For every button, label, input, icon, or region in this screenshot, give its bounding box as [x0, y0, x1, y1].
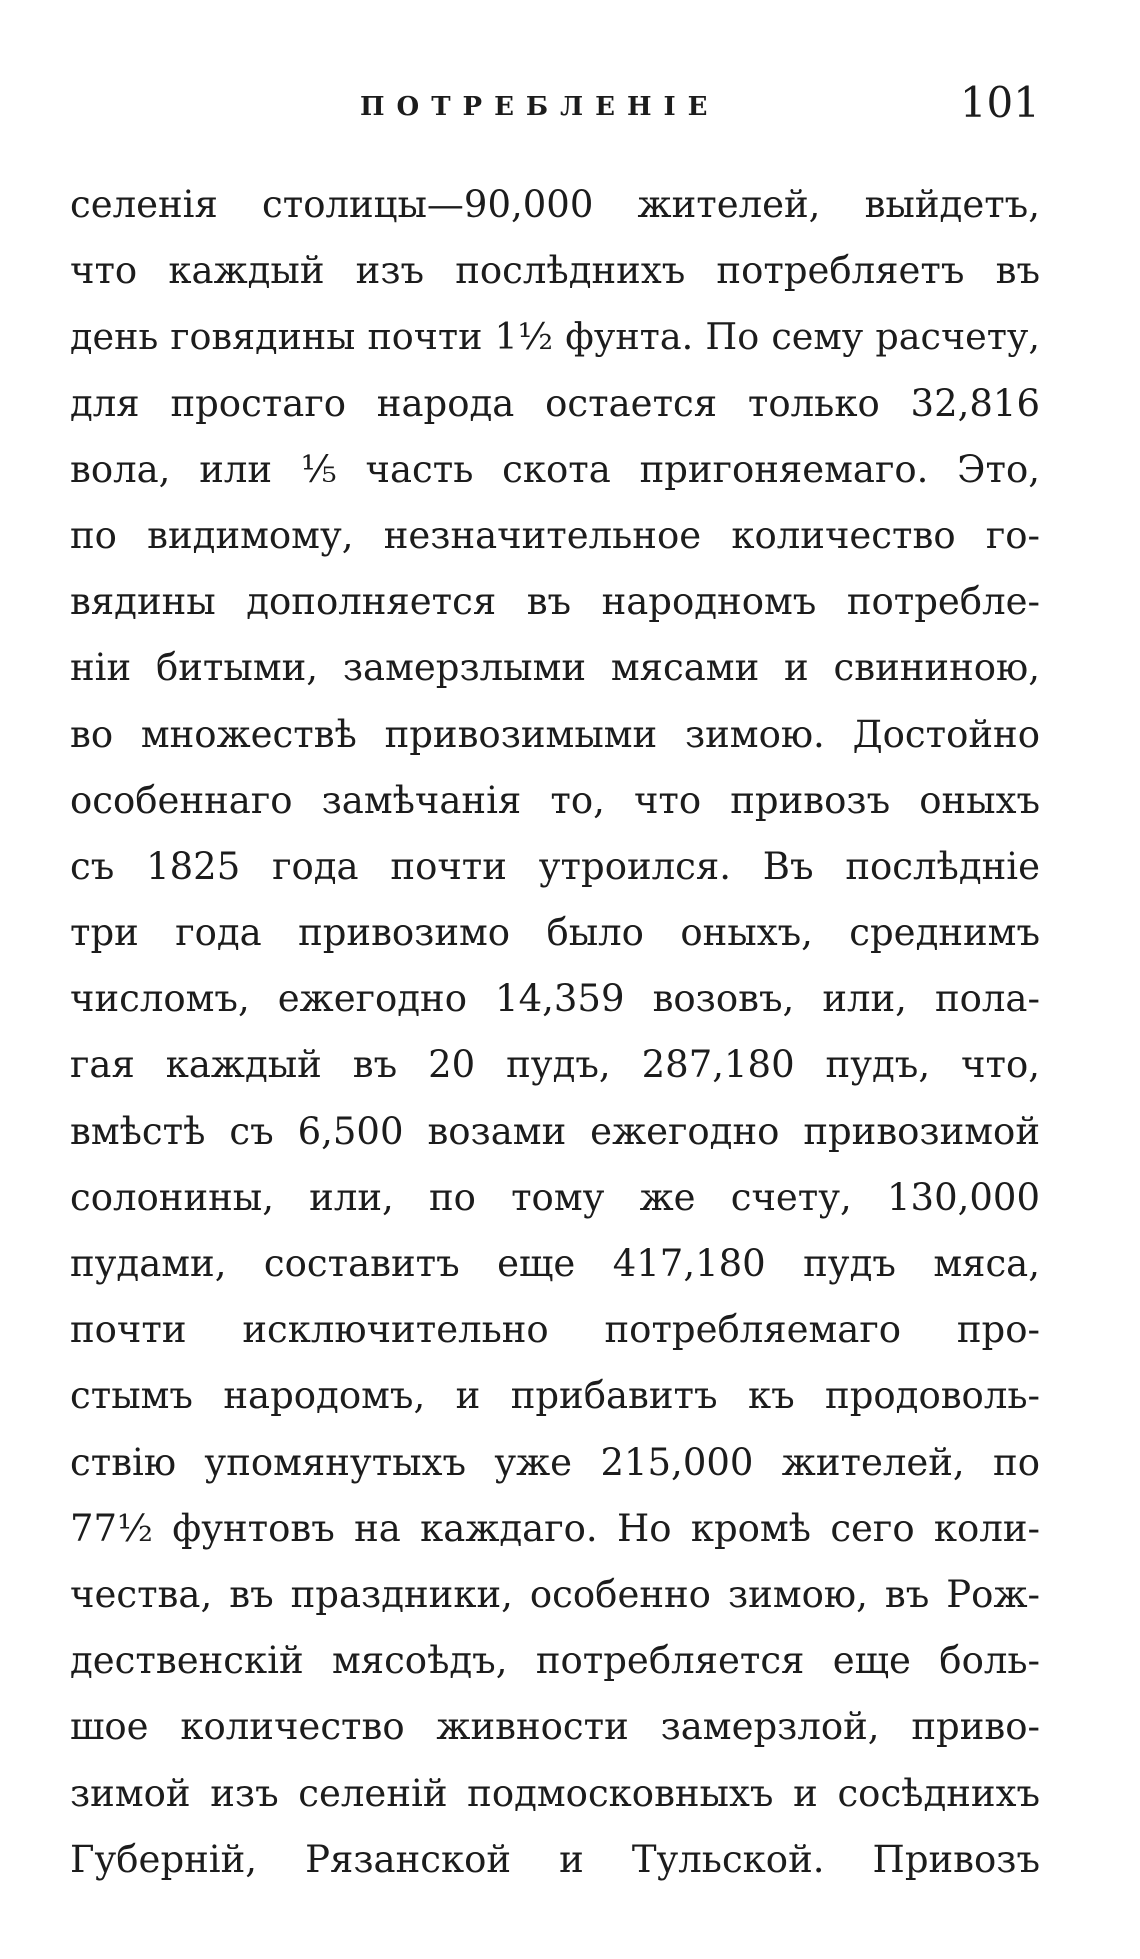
text-line: стымъ народомъ, и прибавитъ къ продоволь-: [70, 1374, 1040, 1418]
text-line: дественскій мясоѣдъ, потребляется еще боль-: [70, 1639, 1040, 1683]
page-header: [70, 78, 1040, 138]
text-line: вмѣстѣ съ 6,500 возами ежегодно привозимой: [70, 1109, 1040, 1153]
text-line: особеннаго замѣчанія то, что привозъ оныхъ: [70, 778, 1040, 822]
text-line: что каждый изъ послѣднихъ потребляетъ въ: [70, 249, 1040, 293]
text-line: Губерній, Рязанской и Тульской. Привозъ: [70, 1837, 1040, 1881]
text-line: чества, въ праздники, особенно зимою, въ Рож-: [70, 1572, 1040, 1616]
text-line: селенія столицы—90,000 жителей, выйдетъ,: [70, 183, 1040, 226]
text-line: почти исключительно потребляемаго про-: [70, 1308, 1040, 1352]
text-line: день говядины почти 1½ фунта. По сему расчету,: [70, 315, 1040, 359]
text-line: для простаго народа остается только 32,816: [70, 381, 1040, 425]
text-line: вядины дополняется въ народномъ потребле-: [70, 580, 1040, 624]
running-title: ПОТРЕБЛЕНIЕ: [360, 92, 720, 122]
text-line: зимой изъ селеній подмосковныхъ и сосѣднихъ: [70, 1771, 1040, 1815]
body-text: [70, 172, 1040, 1893]
text-line: гая каждый въ 20 пудъ, 287,180 пудъ, что,: [70, 1043, 1040, 1087]
text-line: вола, или ⅕ часть скота пригоняемаго. Это,: [70, 447, 1040, 491]
text-line: во множествѣ привозимыми зимою. Достойно: [70, 712, 1040, 756]
text-line: 77½ фунтовъ на каждаго. Но кромѣ сего коли-: [70, 1506, 1040, 1550]
text-line: ніи битыми, замерзлыми мясами и свининою,: [70, 646, 1040, 690]
text-line: солонины, или, по тому же счету, 130,000: [70, 1175, 1040, 1219]
text-line: числомъ, ежегодно 14,359 возовъ, или, пола-: [70, 977, 1040, 1021]
text-line: по видимому, незначительное количество го-: [70, 513, 1040, 557]
text-line: три года привозимо было оныхъ, среднимъ: [70, 911, 1040, 955]
text-line: ствію упомянутыхъ уже 215,000 жителей, по: [70, 1440, 1040, 1484]
text-line: съ 1825 года почти утроился. Въ послѣдніе: [70, 844, 1040, 888]
page-number: 101: [959, 78, 1040, 127]
text-line: пудами, составитъ еще 417,180 пудъ мяса,: [70, 1242, 1040, 1285]
text-line: шое количество живности замерзлой, приво-: [70, 1705, 1040, 1749]
